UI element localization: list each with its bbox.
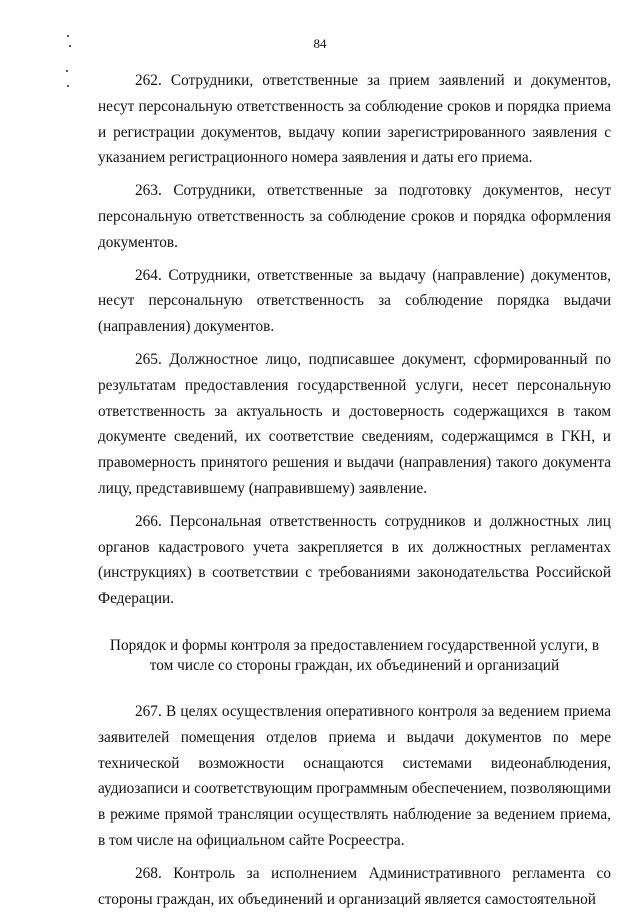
document-body — [98, 68, 611, 919]
paragraph-268: 268. Контроль за исполнением Административного регламента со стороны граждан, их объединений и организаций является самостоятельной — [98, 864, 611, 908]
paragraph-267: 267. В целях осуществления оперативного контроля за ведением приема заявителей помещения отделов приема и выдачи документов по мере технической возможности оснащаются системами видеонаблюдения, аудиозаписи и соответствующим программным обеспечением, позволяющими в режиме прямой трансляции осуществлять наблюдение за ведением приема, в том числе на официальном сайте Росреестра. — [98, 702, 611, 849]
paragraph-266: 266. Персональная ответственность сотрудников и должностных лиц органов кадастрового учета закрепляется в их должностных регламентах (инструкциях) в соответствии с требованиями законодательства Российской Федерации. — [98, 512, 611, 608]
paragraph-262: 262. Сотрудники, ответственные за прием заявлений и документов, несут персональную ответственность за соблюдение сроков и порядка приема и регистрации документов, выдачу копии зарегистрированного заявления с указанием регистрационного номера заявления и даты его приема. — [98, 72, 611, 167]
paragraph-265: 265. Должностное лицо, подписавшее документ, сформированный по результатам предоставления государственной услуги, несет персональную ответственность за актуальность и достоверность содержащихся в таком документе сведений, их соответствие сведениям, содержащимся в ГКН, и правомерность принятого решения и выдачи (направления) такого документа лицу, представившему (направившему) заявление. — [98, 350, 611, 497]
section-heading: Порядок и формы контроля за предоставлением государственной услуги, в том числе со стороны граждан, их объединений и организаций — [109, 636, 600, 675]
page-number: 84 — [313, 36, 327, 51]
paragraph-263: 263. Сотрудники, ответственные за подготовку документов, несут персональную ответственность за соблюдение сроков и порядка оформления документов. — [98, 182, 611, 251]
paragraph-264: 264. Сотрудники, ответственные за выдачу (направление) документов, несут персональную ответственность за соблюдение порядка выдачи (направления) документов. — [98, 266, 611, 336]
